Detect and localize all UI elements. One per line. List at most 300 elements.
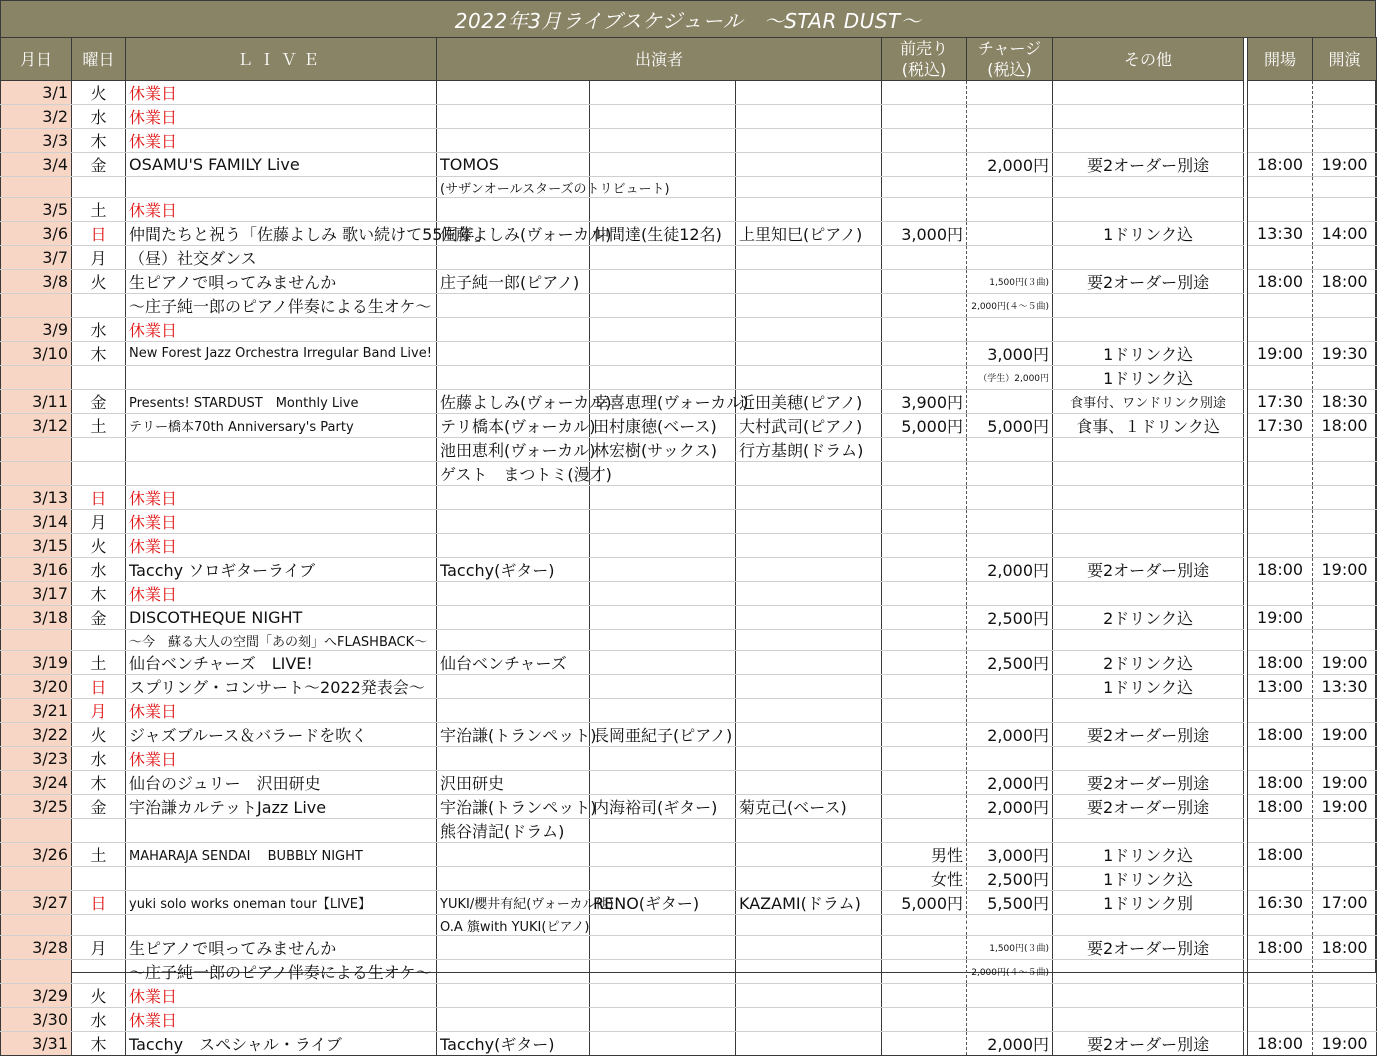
row-performer-2 <box>590 1008 736 1032</box>
row-performer-2: 田村康徳(ベース) <box>590 414 736 438</box>
row-live: スプリング・コンサート～2022発表会～ <box>126 675 437 699</box>
row-date: 3/9 <box>1 318 72 342</box>
row-live <box>126 819 437 843</box>
row-start: 17:00 <box>1313 891 1377 915</box>
row-other <box>1053 534 1244 558</box>
row-performer-2 <box>590 510 736 534</box>
row-performer-2 <box>590 534 736 558</box>
row-date: 3/2 <box>1 105 72 129</box>
row-day: 日 <box>72 486 126 510</box>
row-performer-2: 仲間達(生徒12名) <box>590 222 736 246</box>
row-performer-1 <box>437 960 590 984</box>
row-date: 3/12 <box>1 414 72 438</box>
row-performer-1 <box>437 534 590 558</box>
row-live: 休業日 <box>126 81 437 105</box>
row-charge: 2,500円 <box>967 867 1053 891</box>
row-open <box>1248 867 1313 891</box>
row-performer-1: 沢田研史 <box>437 771 590 795</box>
row-open: 18:00 <box>1248 771 1313 795</box>
row-performer-3 <box>736 270 882 294</box>
row-live: 生ピアノで唄ってみませんか <box>126 936 437 960</box>
row-performer-2 <box>590 1032 736 1056</box>
row-day: 日 <box>72 222 126 246</box>
row-start <box>1313 915 1377 936</box>
row-start <box>1313 819 1377 843</box>
row-performer-2 <box>590 984 736 1008</box>
row-other <box>1053 1008 1244 1032</box>
row-other <box>1053 438 1244 462</box>
row-live <box>126 177 437 198</box>
row-presale <box>882 960 967 984</box>
row-presale <box>882 438 967 462</box>
row-day: 木 <box>72 771 126 795</box>
table-row <box>1 675 1377 699</box>
row-performer-1 <box>437 318 590 342</box>
table-row <box>1 867 1377 891</box>
row-other: 1ドリンク別 <box>1053 891 1244 915</box>
row-live: 休業日 <box>126 129 437 153</box>
row-charge: 2,000円 <box>967 1032 1053 1056</box>
table-row <box>1 510 1377 534</box>
row-open <box>1248 1008 1313 1032</box>
header-presale-line2: (税込) <box>901 60 947 79</box>
row-presale <box>882 366 967 390</box>
row-date <box>1 177 72 198</box>
row-presale <box>882 81 967 105</box>
row-date: 3/7 <box>1 246 72 270</box>
row-day: 土 <box>72 414 126 438</box>
row-live <box>126 867 437 891</box>
row-charge <box>967 630 1053 651</box>
row-other: 要2オーダー別途 <box>1053 723 1244 747</box>
row-day: 水 <box>72 105 126 129</box>
row-charge: 3,000円 <box>967 342 1053 366</box>
row-open <box>1248 984 1313 1008</box>
row-performer-3 <box>736 1008 882 1032</box>
row-day: 火 <box>72 81 126 105</box>
row-presale: 3,900円 <box>882 390 967 414</box>
row-day: 月 <box>72 510 126 534</box>
row-performer-2: 幸喜恵理(ヴォーカル) <box>590 390 736 414</box>
row-performer-1 <box>437 867 590 891</box>
row-open: 17:30 <box>1248 414 1313 438</box>
row-presale <box>882 651 967 675</box>
header-performers: 出演者 <box>437 38 882 81</box>
row-performer-3 <box>736 699 882 723</box>
table-row <box>1 936 1377 960</box>
row-open: 18:00 <box>1248 153 1313 177</box>
row-date: 3/8 <box>1 270 72 294</box>
table-row <box>1 294 1377 318</box>
row-other <box>1053 198 1244 222</box>
row-performer-3 <box>736 246 882 270</box>
row-open: 18:00 <box>1248 936 1313 960</box>
row-performer-1: 仙台ベンチャーズ <box>437 651 590 675</box>
table-row <box>1 153 1377 177</box>
row-start: 18:00 <box>1313 936 1377 960</box>
row-start: 19:00 <box>1313 558 1377 582</box>
row-performer-2 <box>590 867 736 891</box>
row-performer-2 <box>590 270 736 294</box>
row-date: 3/11 <box>1 390 72 414</box>
row-day: 水 <box>72 747 126 771</box>
row-other <box>1053 819 1244 843</box>
row-day: 火 <box>72 270 126 294</box>
row-other: 要2オーダー別途 <box>1053 1032 1244 1056</box>
row-other: 要2オーダー別途 <box>1053 795 1244 819</box>
header-charge <box>967 38 1053 81</box>
row-charge <box>967 747 1053 771</box>
row-charge <box>967 177 1053 198</box>
row-date: 3/23 <box>1 747 72 771</box>
row-live: ～庄子純一郎のピアノ伴奏による生オケ～ <box>126 294 437 318</box>
row-charge <box>967 915 1053 936</box>
row-charge <box>967 246 1053 270</box>
row-performer-1 <box>437 198 590 222</box>
row-performer-2 <box>590 294 736 318</box>
row-live: ジャズブルース＆バラードを吹く <box>126 723 437 747</box>
row-day: 水 <box>72 1008 126 1032</box>
row-performer-3 <box>736 558 882 582</box>
row-other <box>1053 747 1244 771</box>
row-presale <box>882 510 967 534</box>
row-charge <box>967 534 1053 558</box>
table-row <box>1 390 1377 414</box>
row-presale <box>882 819 967 843</box>
table-row <box>1 747 1377 771</box>
row-open <box>1248 81 1313 105</box>
row-performer-1: (サザンオールスターズのトリビュート) <box>437 177 590 198</box>
row-start <box>1313 867 1377 891</box>
row-performer-3 <box>736 984 882 1008</box>
header-day: 曜日 <box>72 38 126 81</box>
row-performer-3 <box>736 747 882 771</box>
row-start <box>1313 582 1377 606</box>
row-other: 2ドリンク込 <box>1053 651 1244 675</box>
row-other: 要2オーダー別途 <box>1053 270 1244 294</box>
row-charge: 2,000円(４～５曲) <box>967 294 1053 318</box>
table-row <box>1 630 1377 651</box>
row-live <box>126 438 437 462</box>
row-performer-2 <box>590 318 736 342</box>
row-open <box>1248 177 1313 198</box>
row-performer-3 <box>736 153 882 177</box>
row-presale: 5,000円 <box>882 891 967 915</box>
header-open: 開場 <box>1248 38 1313 81</box>
row-performer-2 <box>590 843 736 867</box>
row-performer-1: 熊谷清記(ドラム) <box>437 819 590 843</box>
row-date: 3/31 <box>1 1032 72 1056</box>
row-performer-3: 菊克己(ベース) <box>736 795 882 819</box>
row-other: 要2オーダー別途 <box>1053 771 1244 795</box>
header-live: ＬＩＶＥ <box>126 38 437 81</box>
row-open <box>1248 534 1313 558</box>
table-row <box>1 486 1377 510</box>
row-day: 土 <box>72 843 126 867</box>
row-other <box>1053 318 1244 342</box>
row-open <box>1248 486 1313 510</box>
row-date: 3/16 <box>1 558 72 582</box>
row-performer-3 <box>736 843 882 867</box>
row-date: 3/6 <box>1 222 72 246</box>
table-row <box>1 771 1377 795</box>
row-performer-2 <box>590 936 736 960</box>
row-date: 3/29 <box>1 984 72 1008</box>
row-open <box>1248 366 1313 390</box>
row-start <box>1313 294 1377 318</box>
row-performer-2 <box>590 771 736 795</box>
row-performer-1: 宇治謙(トランペット) <box>437 795 590 819</box>
row-open: 18:00 <box>1248 270 1313 294</box>
row-day: 火 <box>72 534 126 558</box>
row-presale <box>882 270 967 294</box>
row-open <box>1248 438 1313 462</box>
row-day <box>72 177 126 198</box>
row-performer-3 <box>736 294 882 318</box>
row-performer-3 <box>736 723 882 747</box>
row-live: （昼）社交ダンス <box>126 246 437 270</box>
row-other <box>1053 105 1244 129</box>
table-row <box>1 558 1377 582</box>
row-performer-2 <box>590 606 736 630</box>
row-other: 要2オーダー別途 <box>1053 936 1244 960</box>
row-day <box>72 867 126 891</box>
row-date: 3/15 <box>1 534 72 558</box>
row-performer-1: 宇治謙(トランペット) <box>437 723 590 747</box>
row-charge: （学生）2,000円 <box>967 366 1053 390</box>
row-performer-1 <box>437 984 590 1008</box>
row-date <box>1 960 72 984</box>
row-performer-3 <box>736 534 882 558</box>
row-day: 火 <box>72 984 126 1008</box>
row-start <box>1313 699 1377 723</box>
table-row <box>1 462 1377 486</box>
row-live: テリー橋本70th Anniversary's Party <box>126 414 437 438</box>
row-live: 休業日 <box>126 510 437 534</box>
row-performer-2 <box>590 582 736 606</box>
row-start <box>1313 198 1377 222</box>
row-other: 1ドリンク込 <box>1053 867 1244 891</box>
row-presale <box>882 558 967 582</box>
row-day <box>72 366 126 390</box>
row-date <box>1 438 72 462</box>
row-live <box>126 915 437 936</box>
row-presale <box>882 984 967 1008</box>
row-date: 3/14 <box>1 510 72 534</box>
header-charge-line1: チャージ <box>977 39 1042 58</box>
row-other <box>1053 699 1244 723</box>
row-charge <box>967 486 1053 510</box>
row-date: 3/19 <box>1 651 72 675</box>
row-performer-1: テリ橋本(ヴォーカル) <box>437 414 590 438</box>
row-live: 休業日 <box>126 699 437 723</box>
row-presale <box>882 462 967 486</box>
row-presale <box>882 936 967 960</box>
row-start <box>1313 747 1377 771</box>
row-charge: 2,500円 <box>967 606 1053 630</box>
row-day: 火 <box>72 723 126 747</box>
row-start: 19:00 <box>1313 153 1377 177</box>
row-performer-2 <box>590 198 736 222</box>
row-presale <box>882 294 967 318</box>
row-day: 土 <box>72 651 126 675</box>
row-day: 金 <box>72 606 126 630</box>
table-row <box>1 843 1377 867</box>
row-performer-2 <box>590 342 736 366</box>
row-performer-1 <box>437 630 590 651</box>
row-day: 月 <box>72 699 126 723</box>
row-start: 18:00 <box>1313 414 1377 438</box>
row-performer-3 <box>736 129 882 153</box>
row-presale <box>882 534 967 558</box>
row-start <box>1313 606 1377 630</box>
row-live: 仙台のジュリー 沢田研史 <box>126 771 437 795</box>
row-charge <box>967 699 1053 723</box>
row-performer-2: RENO(ギター) <box>590 891 736 915</box>
row-performer-3: 上里知巳(ピアノ) <box>736 222 882 246</box>
row-live <box>126 366 437 390</box>
row-open <box>1248 699 1313 723</box>
schedule-table <box>0 37 1377 1056</box>
row-open: 18:00 <box>1248 651 1313 675</box>
row-performer-1: ゲスト まつトミ(漫才) <box>437 462 590 486</box>
row-other <box>1053 129 1244 153</box>
row-other <box>1053 462 1244 486</box>
table-row <box>1 81 1377 105</box>
header-other: その他 <box>1053 38 1244 81</box>
row-performer-1 <box>437 936 590 960</box>
row-performer-2 <box>590 960 736 984</box>
row-open: 18:00 <box>1248 723 1313 747</box>
row-other <box>1053 486 1244 510</box>
row-presale <box>882 723 967 747</box>
row-performer-1: 池田恵利(ヴォーカル) <box>437 438 590 462</box>
row-date: 3/3 <box>1 129 72 153</box>
row-date: 3/24 <box>1 771 72 795</box>
row-presale <box>882 630 967 651</box>
table-row <box>1 438 1377 462</box>
row-open <box>1248 462 1313 486</box>
row-presale <box>882 915 967 936</box>
row-live: ～今 蘇る大人の空間「あの刻」へFLASHBACK～ <box>126 630 437 651</box>
row-start <box>1313 246 1377 270</box>
row-open <box>1248 198 1313 222</box>
row-charge <box>967 105 1053 129</box>
row-start: 19:00 <box>1313 795 1377 819</box>
row-day: 水 <box>72 558 126 582</box>
row-performer-3: 近田美穂(ピアノ) <box>736 390 882 414</box>
row-performer-3: 行方基朗(ドラム) <box>736 438 882 462</box>
table-row <box>1 984 1377 1008</box>
header-start: 開演 <box>1313 38 1377 81</box>
row-day: 木 <box>72 129 126 153</box>
schedule-body <box>1 81 1377 1056</box>
row-performer-3 <box>736 105 882 129</box>
row-date: 3/18 <box>1 606 72 630</box>
row-live: 宇治謙カルテットJazz Live <box>126 795 437 819</box>
table-row <box>1 342 1377 366</box>
row-presale <box>882 129 967 153</box>
row-performer-1 <box>437 294 590 318</box>
table-row <box>1 606 1377 630</box>
row-open: 13:00 <box>1248 675 1313 699</box>
row-open <box>1248 960 1313 984</box>
row-presale <box>882 153 967 177</box>
row-charge: 2,000円 <box>967 795 1053 819</box>
row-performer-1: YUKI/櫻井有紀(ヴォーカル他) <box>437 891 590 915</box>
row-performer-3 <box>736 936 882 960</box>
row-date: 3/20 <box>1 675 72 699</box>
row-date: 3/17 <box>1 582 72 606</box>
row-presale <box>882 198 967 222</box>
row-day: 木 <box>72 582 126 606</box>
row-presale <box>882 747 967 771</box>
row-open: 16:30 <box>1248 891 1313 915</box>
row-performer-1 <box>437 246 590 270</box>
row-day <box>72 960 126 984</box>
table-row <box>1 318 1377 342</box>
row-other <box>1053 510 1244 534</box>
row-charge: 5,000円 <box>967 414 1053 438</box>
row-start <box>1313 510 1377 534</box>
row-date: 3/25 <box>1 795 72 819</box>
row-start <box>1313 105 1377 129</box>
row-charge <box>967 510 1053 534</box>
row-performer-2 <box>590 630 736 651</box>
row-start <box>1313 438 1377 462</box>
row-charge: 5,500円 <box>967 891 1053 915</box>
row-presale <box>882 582 967 606</box>
row-performer-3 <box>736 81 882 105</box>
row-charge: 2,000円 <box>967 723 1053 747</box>
row-start <box>1313 630 1377 651</box>
row-open <box>1248 582 1313 606</box>
row-live: 休業日 <box>126 747 437 771</box>
row-performer-1 <box>437 81 590 105</box>
row-performer-1: Tacchy(ギター) <box>437 1032 590 1056</box>
row-performer-2 <box>590 915 736 936</box>
row-day <box>72 294 126 318</box>
table-row <box>1 651 1377 675</box>
row-performer-1 <box>437 486 590 510</box>
row-charge: 2,500円 <box>967 651 1053 675</box>
row-start: 19:00 <box>1313 651 1377 675</box>
row-day: 日 <box>72 675 126 699</box>
row-other <box>1053 915 1244 936</box>
table-row <box>1 270 1377 294</box>
row-day: 月 <box>72 936 126 960</box>
page-title: 2022年3月ライブスケジュール ～STAR DUST～ <box>1 1 1375 38</box>
row-performer-3 <box>736 462 882 486</box>
row-performer-1 <box>437 675 590 699</box>
row-performer-2 <box>590 153 736 177</box>
table-row <box>1 246 1377 270</box>
row-performer-2: 長岡亜紀子(ピアノ) <box>590 723 736 747</box>
row-day: 水 <box>72 318 126 342</box>
row-start: 19:00 <box>1313 1032 1377 1056</box>
row-performer-3 <box>736 318 882 342</box>
row-performer-3 <box>736 1032 882 1056</box>
row-date: 3/1 <box>1 81 72 105</box>
row-open <box>1248 747 1313 771</box>
table-row <box>1 198 1377 222</box>
row-start: 18:30 <box>1313 390 1377 414</box>
row-charge: 2,000円(４～５曲) <box>967 960 1053 984</box>
table-row <box>1 177 1377 198</box>
header-presale-line1: 前売り <box>900 39 949 58</box>
row-charge <box>967 81 1053 105</box>
row-live: 休業日 <box>126 984 437 1008</box>
